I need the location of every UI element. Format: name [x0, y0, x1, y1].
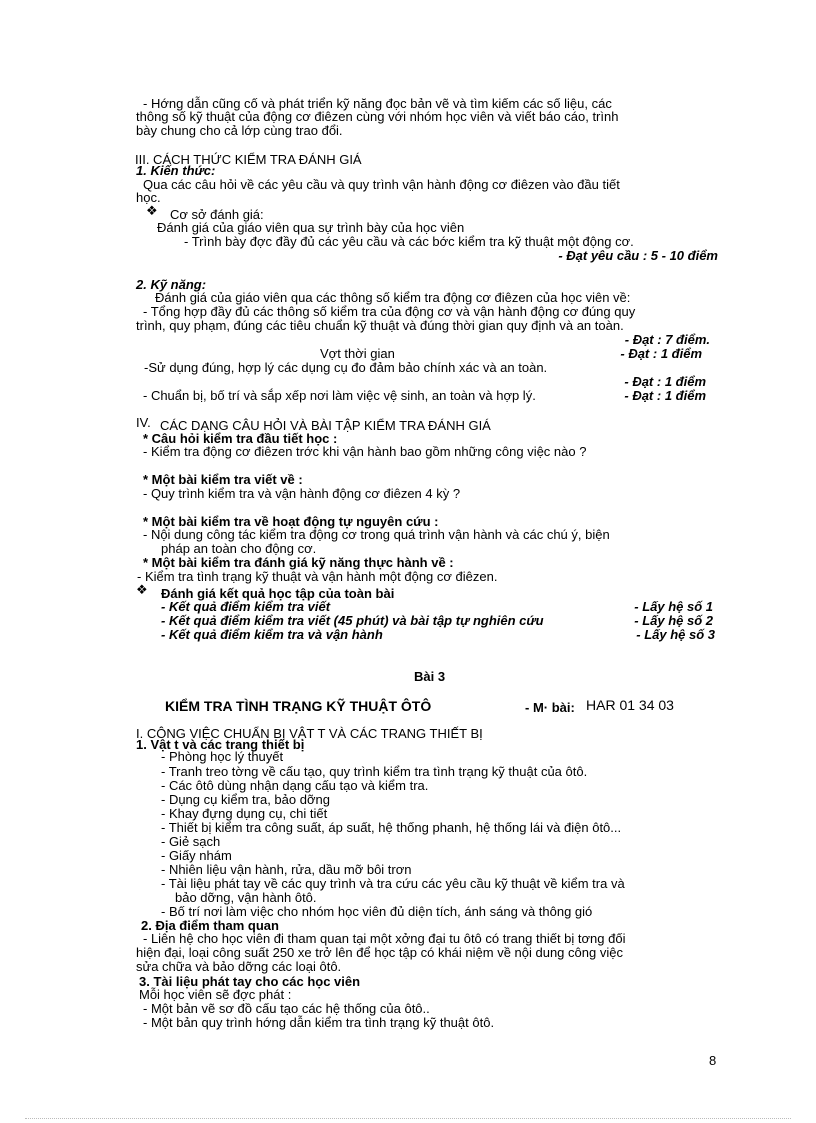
evaluation-item-3: - Kết quả điểm kiểm tra và vận hành	[161, 627, 383, 642]
materials-item-2: - Tranh treo tờng về cấu tạo, quy trình kiểm tra tình trạng kỹ thuật của ôtô.	[161, 764, 588, 779]
question-4: - Kiểm tra tình trạng kỹ thuật và vận hành một động cơ điêzen.	[137, 569, 498, 584]
skills-score-3: - Đạt : 1 điểm	[624, 374, 706, 389]
intro-line-1: - Hớng dẫn cũng cố và phát triển kỹ năng đọc bản vẽ và tìm kiếm các số liệu, các	[143, 96, 612, 111]
materials-item-6: - Thiết bị kiểm tra công suất, áp suất, hệ thống phanh, hệ thống lái và điện ôtô...	[161, 820, 622, 835]
skills-line-5: -Sử dụng đúng, hợp lý các dụng cụ đo đảm bảo chính xác và an toàn.	[144, 360, 548, 375]
skills-line-4: Vợt thời gian	[320, 346, 395, 361]
question-group-4: * Một bài kiểm tra đánh giá kỹ năng thực hành về :	[143, 555, 454, 570]
lesson-number: Bài 3	[414, 669, 446, 684]
visit-line-2: hiện đại, loại công suất 250 xe trở lên để học tập có khái niệm về nội dung công việc	[136, 945, 623, 960]
criteria-line-2: - Trình bày đợc đầy đủ các yêu cầu và các bớc kiểm tra kỹ thuật một động cơ.	[184, 234, 634, 249]
section-4-heading: CÁC DẠNG CÂU HỎI VÀ BÀI TẬP KIỂM TRA ĐÁNH GIÁ	[160, 418, 491, 433]
materials-item-4: - Dụng cụ kiểm tra, bảo dỡng	[161, 792, 330, 807]
question-1: - Kiểm tra động cơ điêzen trớc khi vận hành bao gồm những công việc nào ?	[143, 444, 587, 459]
skills-line-1: Đánh giá của giáo viên qua các thông số kiểm tra động cơ điêzen của học viên về:	[155, 290, 631, 305]
diamond-bullet-icon: ❖	[146, 203, 158, 218]
visit-line-1: - Liên hệ cho học viên đi tham quan tại một xởng đại tu ôtô có trang thiết bị tơng đối	[143, 931, 626, 946]
skills-line-2: - Tổng hợp đầy đủ các thông số kiểm tra của động cơ và vận hành động cơ đúng quy	[143, 304, 636, 319]
materials-item-3: - Các ôtô dùng nhận dạng cấu tạo và kiểm tra.	[161, 778, 429, 793]
handout-line-3: - Một bản quy trình hớng dẫn kiểm tra tình trạng kỹ thuật ôtô.	[143, 1015, 495, 1030]
evaluation-weight-2: - Lấy hệ số 2	[634, 613, 713, 628]
section-4-number: IV.	[136, 415, 151, 430]
lesson-title: KIỂM TRA TÌNH TRẠNG KỸ THUẬT ÔTÔ	[165, 698, 432, 714]
footer-divider	[25, 1118, 791, 1119]
skills-score-1: - Đạt : 7 điểm.	[624, 332, 710, 347]
evaluation-item-1: - Kết quả điểm kiểm tra viết	[161, 599, 331, 614]
diamond-bullet-icon-2: ❖	[136, 582, 148, 597]
lesson-code-label: - M· bài:	[525, 700, 575, 715]
skills-score-4: - Đạt : 1 điểm	[624, 388, 706, 403]
skills-line-6: - Chuẩn bị, bố trí và sắp xếp nơi làm việc vệ sinh, an toàn và hợp lý.	[143, 388, 536, 403]
criteria-label: Cơ sở đánh giá:	[170, 207, 264, 222]
question-2: - Quy trình kiểm tra và vận hành động cơ điêzen 4 kỳ ?	[143, 486, 461, 501]
evaluation-weight-3: - Lấy hệ số 3	[636, 627, 715, 642]
criteria-score: - Đạt yêu cầu : 5 - 10 điểm	[558, 248, 718, 263]
materials-item-9: - Nhiên liệu vận hành, rửa, dầu mỡ bôi trơn	[161, 862, 412, 877]
materials-item-10-cont: bảo dỡng, vận hành ôtô.	[175, 890, 317, 905]
intro-line-3: bày chung cho cả lớp cùng trao đổi.	[136, 123, 343, 138]
materials-item-8: - Giấy nhám	[161, 848, 232, 863]
handout-heading: 3. Tài liệu phát tay cho các học viên	[139, 974, 361, 989]
intro-line-2: thông số kỹ thuật của động cơ điêzen cùng với nhóm học viên và viết báo cáo, trình	[136, 109, 619, 124]
skills-line-3: trình, quy phạm, đúng các tiêu chuẩn kỹ thuật và đúng thời gian quy định và an toàn.	[136, 318, 624, 333]
section-1-heading: I. CÔNG VIỆC CHUẨN BỊ VẬT T VÀ CÁC TRANG THIẾT BỊ	[136, 726, 483, 741]
question-group-3: * Một bài kiểm tra về hoạt động tự nguyên cứu :	[143, 514, 439, 529]
skills-heading: 2. Kỹ năng:	[136, 277, 207, 292]
knowledge-heading: 1. Kiến thức:	[136, 163, 216, 178]
lesson-code: HAR 01 34 03	[586, 697, 674, 713]
visit-heading: 2. Địa điểm tham quan	[141, 918, 279, 933]
materials-item-5: - Khay đựng dụng cụ, chi tiết	[161, 806, 328, 821]
section-3-heading: III. CÁCH THỨC KIỂM TRA ĐÁNH GIÁ	[135, 152, 362, 167]
page-number: 8	[709, 1053, 717, 1068]
question-group-1: * Câu hỏi kiểm tra đầu tiết học :	[143, 431, 338, 446]
evaluation-item-2: - Kết quả điểm kiểm tra viết (45 phút) và bài tập tự nghiên cứu	[161, 613, 544, 628]
materials-item-10: - Tài liệu phát tay về các quy trình và tra cứu các yêu cầu kỹ thuật về kiểm tra và	[161, 876, 625, 891]
materials-item-7: - Giẻ sạch	[161, 834, 221, 849]
question-3-line-1: - Nội dung công tác kiểm tra động cơ trong quá trình vận hành và các chú ý, biện	[143, 527, 610, 542]
visit-line-3: sửa chữa và bảo dỡng các loại ôtô.	[136, 959, 342, 974]
skills-score-2: - Đạt : 1 điểm	[620, 346, 702, 361]
materials-item-1: - Phòng học lý thuyết	[161, 749, 284, 764]
evaluation-weight-1: - Lấy hệ số 1	[634, 599, 713, 614]
materials-item-11: - Bố trí nơi làm việc cho nhóm học viên đủ diện tích, ánh sáng và thông gió	[161, 904, 593, 919]
question-group-2: * Một bài kiểm tra viết về :	[143, 472, 303, 487]
criteria-line-1: Đánh giá của giáo viên qua sự trình bày của học viên	[157, 220, 465, 235]
knowledge-line-1: Qua các câu hỏi về các yêu cầu và quy trình vận hành động cơ điêzen vào đầu tiết	[143, 177, 620, 192]
question-3-line-2: pháp an toàn cho động cơ.	[161, 541, 317, 556]
handout-line-2: - Một bản vẽ sơ đồ cấu tạo các hệ thống của ôtô..	[143, 1001, 430, 1016]
handout-line-1: Mỗi học viên sẽ đợc phát :	[139, 987, 292, 1002]
materials-heading: 1. Vật t và các trang thiết bị	[136, 737, 305, 752]
knowledge-line-2: học.	[136, 190, 161, 205]
evaluation-heading: Đánh giá kết quả học tập của toàn bài	[161, 586, 395, 601]
